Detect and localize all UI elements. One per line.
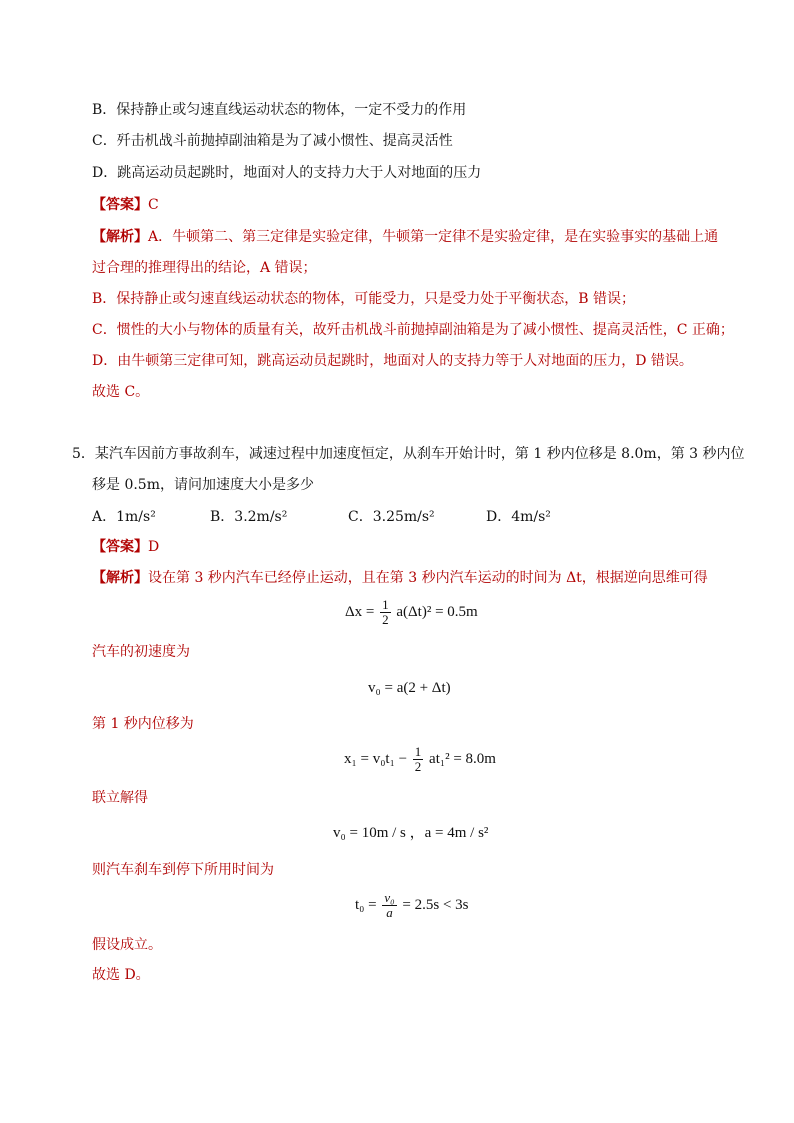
- eq5-fraction: [382, 891, 396, 920]
- text-first-second: 第 1 秒内位移为: [92, 716, 194, 732]
- eq5-rhs: = 2.5s < 3s: [402, 897, 469, 913]
- option-c-text: C．歼击机战斗前抛掉副油箱是为了减小惯性、提高灵活性: [92, 133, 453, 149]
- analysis-tag: 【解析】: [92, 570, 148, 586]
- text-initial-velocity: 汽车的初速度为: [92, 644, 190, 660]
- answer-line: [92, 196, 159, 214]
- conclusion-text: 故选 C。: [92, 384, 150, 400]
- eq3-numerator: 1: [414, 744, 422, 760]
- answer-value: C: [148, 197, 159, 213]
- eq3-lhs: x₁ = v₀t₁ −: [344, 751, 408, 767]
- option-b-text: B．保持静止或匀速直线运动状态的物体，一定不受力的作用: [92, 102, 467, 118]
- analysis-line-4: C．惯性的大小与物体的质量有关，故歼击机战斗前抛掉副油箱是为了减小惯性、提高灵活性，C 正确；: [92, 322, 734, 338]
- answer-line: [92, 538, 159, 556]
- analysis-line-1: [92, 228, 718, 246]
- analysis-line-2: 过合理的推理得出的结论，A 错误；: [92, 260, 317, 276]
- option-b: B．3.2m/s²: [210, 509, 288, 525]
- conclusion-text: 故选 D。: [92, 967, 150, 983]
- equation-displacement-first: [344, 743, 496, 775]
- text-solve: 联立解得: [92, 790, 148, 806]
- analysis-intro-line: [92, 569, 708, 587]
- eq1-denominator: 2: [382, 612, 389, 628]
- option-d-text: D．跳高运动员起跳时，地面对人的支持力大于人对地面的压力: [92, 165, 482, 181]
- analysis-intro: 设在第 3 秒内汽车已经停止运动，且在第 3 秒内汽车运动的时间为 Δt，根据逆向思维可得: [148, 570, 708, 586]
- equation-displacement-last: [345, 596, 478, 628]
- option-a: A．1m/s²: [92, 509, 156, 525]
- eq3-denominator: 2: [414, 759, 422, 775]
- eq1-numerator: 1: [382, 597, 389, 613]
- answer-tag: 【答案】: [92, 197, 148, 213]
- eq1-fraction: [380, 598, 391, 627]
- analysis-line-5: D．由牛顿第三定律可知，跳高运动员起跳时，地面对人的支持力等于人对地面的压力，D 错误。: [92, 353, 693, 369]
- analysis-line-3: B．保持静止或匀速直线运动状态的物体，可能受力，只是受力处于平衡状态，B 错误；: [92, 291, 636, 307]
- answer-value: D: [148, 539, 160, 555]
- equation-results: v₀ = 10m / s ，a = 4m / s²: [333, 825, 489, 841]
- answer-tag: 【答案】: [92, 539, 148, 555]
- eq1-rhs: a(Δt)² = 0.5m: [396, 604, 478, 620]
- option-c: C．3.25m/s²: [348, 509, 435, 525]
- eq3-fraction: [413, 745, 424, 774]
- eq5-numerator: v₀: [384, 890, 395, 906]
- eq5-lhs: t₀ =: [355, 897, 377, 913]
- option-d: D．4m/s²: [486, 509, 551, 525]
- eq3-rhs: at₁² = 8.0m: [429, 751, 496, 767]
- equation-stop-time: [355, 889, 469, 921]
- text-stop-time: 则汽车刹车到停下所用时间为: [92, 862, 274, 878]
- question-stem-line-2: 移是 0.5m，请问加速度大小是多少: [92, 477, 314, 493]
- analysis-text: A．牛顿第二、第三定律是实验定律，牛顿第一定律不是实验定律，是在实验事实的基础上通: [148, 229, 719, 245]
- analysis-tag: 【解析】: [92, 229, 148, 245]
- eq1-lhs: Δx =: [345, 604, 375, 620]
- assumption-text: 假设成立。: [92, 937, 162, 953]
- question-stem-line-1: 5．某汽车因前方事故刹车，减速过程中加速度恒定，从刹车开始计时，第 1 秒内位移是 8.0m，第 3 秒内位: [72, 446, 745, 462]
- equation-initial-velocity: v₀ = a(2 + Δt): [368, 680, 451, 696]
- eq5-denominator: a: [386, 905, 393, 921]
